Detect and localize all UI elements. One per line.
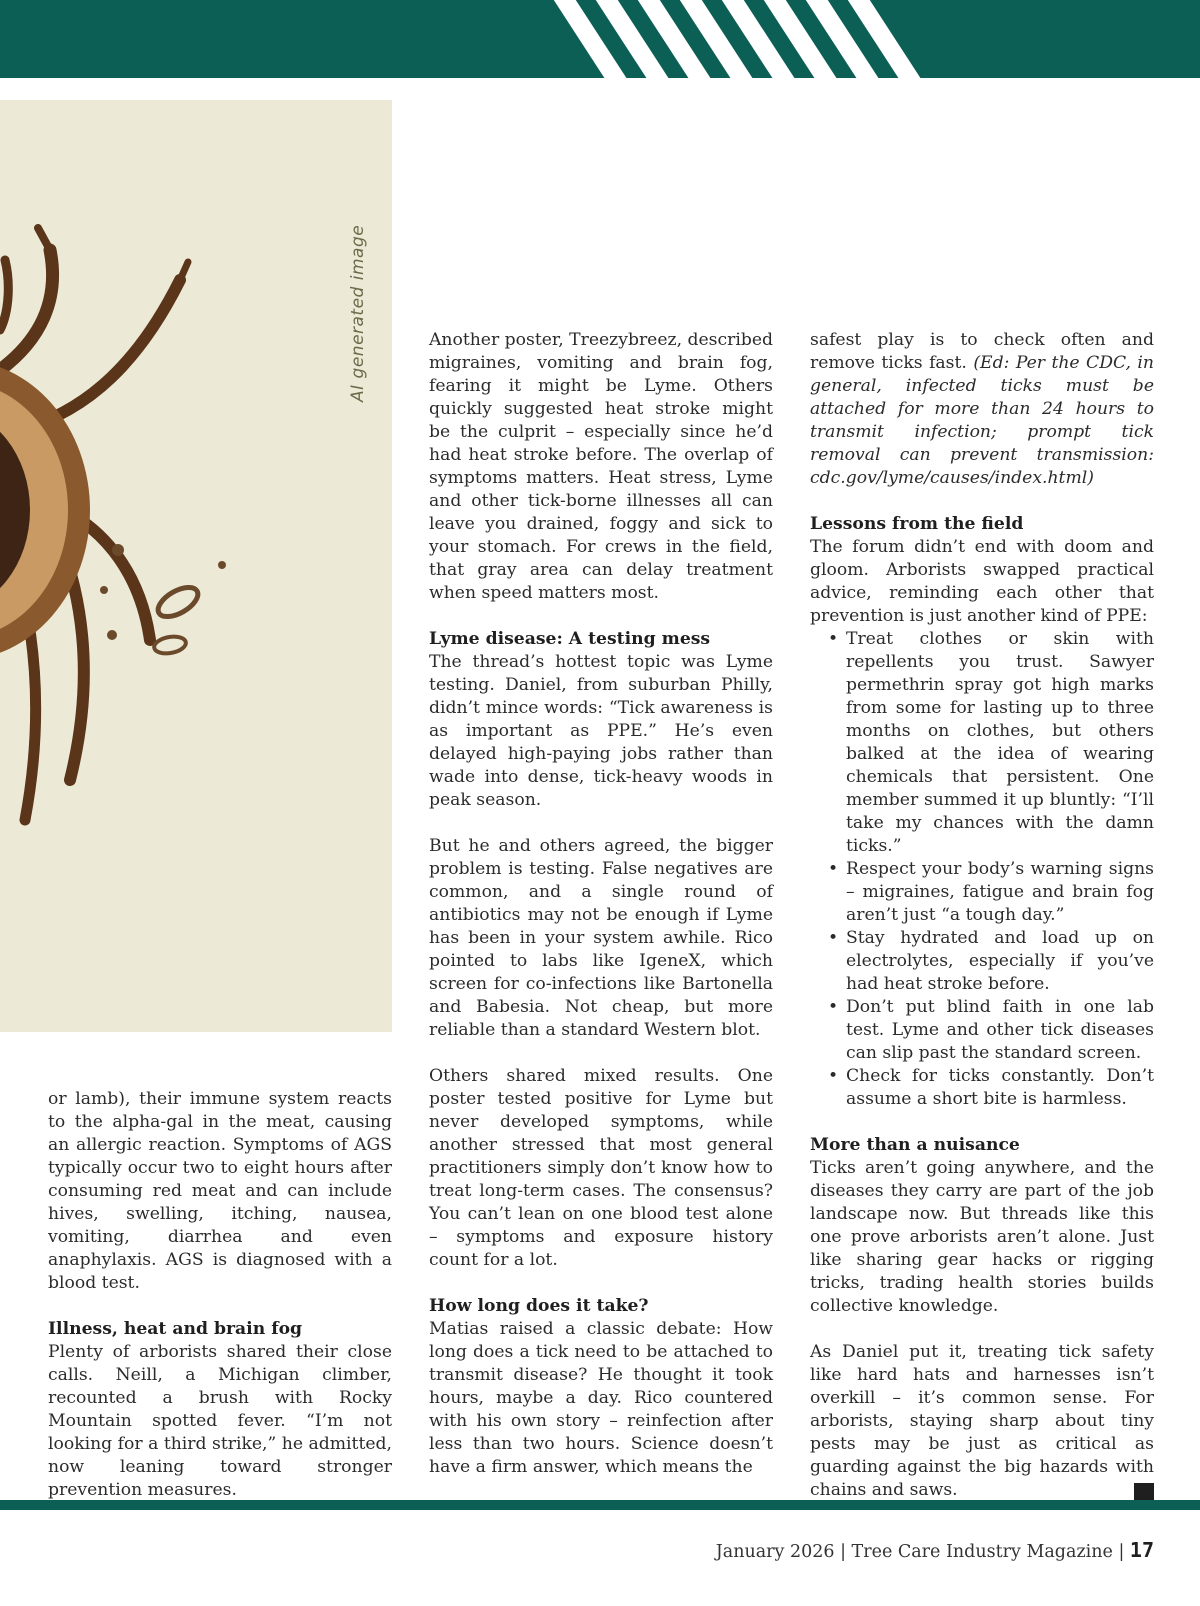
footer-text: January 2026 | Tree Care Industry Magazine | — [715, 1542, 1130, 1562]
section-heading: Illness, heat and brain fog — [48, 1319, 303, 1339]
paragraph: or lamb), their immune system reacts to the alpha-gal in the meat, causing an allergic reaction. Symptoms of AGS typically occur two to eight hours after consuming red meat and can include hives, swelling, itching, nausea, vomiting, diarrhea and even anaphylaxis. AGS is diagnosed with a blood test. — [48, 1089, 392, 1293]
tick-illustration — [0, 100, 392, 1032]
paragraph: But he and others agreed, the bigger problem is testing. False negatives are common, and a single round of antibiotics may not be enough if Lyme has been in your system awhile. Rico pointed to labs like IgeneX, which screen for co-infections like Bartonella and Babesia. Not cheap, but more reliable than a standard Western blot. — [429, 836, 773, 1040]
column-2 — [429, 329, 773, 1502]
section-heading: How long does it take? — [429, 1296, 649, 1316]
editor-note: (Ed: Per the CDC, in general, infected ticks must be attached for more than 24 hours to transmit infection; prompt tick removal can prevent transmission: cdc.gov/lyme/causes/index.html) — [810, 353, 1154, 488]
paragraph — [810, 329, 1154, 490]
column-3 — [810, 329, 1154, 1525]
list-item: • Don’t put blind faith in one lab test. Lyme and other tick diseases can slip past the standard screen. — [846, 996, 1154, 1065]
paragraph: Matias raised a classic debate: How long does a tick need to be attached to transmit disease? He thought it took hours, maybe a day. Rico countered with his own story – reinfection after less than two hours. Science doesn’t have a firm answer, which means the — [429, 1319, 773, 1477]
paragraph: The forum didn’t end with doom and gloom. Arborists swapped practical advice, reminding each other that prevention is just another kind of PPE: — [810, 537, 1154, 626]
paragraph: The thread’s hottest topic was Lyme testing. Daniel, from suburban Philly, didn’t mince words: “Tick awareness is as important as PPE.” He’s even delayed high-paying jobs rather than wade into dense, tick-heavy woods in peak season. — [429, 652, 773, 810]
paragraph: Another poster, Treezybreez, described migraines, vomiting and brain fog, fearing it might be Lyme. Others quickly suggested heat stroke might be the culprit – especially since he’d had heat stroke before. The overlap of symptoms matters. Heat stress, Lyme and other tick-borne illnesses all can leave you drained, foggy and sick to your stomach. For crews in the field, that gray area can delay treatment when speed matters most. — [429, 330, 774, 603]
paragraph-text: safest play is to check often and remove ticks fast. — [810, 330, 1154, 373]
column-1 — [48, 1088, 392, 1525]
list-item: • Check for ticks constantly. Don’t assume a short bite is harmless. — [846, 1065, 1154, 1111]
end-mark-icon — [1134, 1483, 1154, 1500]
list-item: • Respect your body’s warning signs – migraines, fatigue and brain fog aren’t just “a tough day.” — [846, 858, 1154, 927]
header-bar — [0, 0, 1200, 78]
list-item: • Stay hydrated and load up on electrolytes, especially if you’ve had heat stroke before. — [846, 927, 1154, 996]
section-heading: More than a nuisance — [810, 1135, 1020, 1155]
section-heading: Lyme disease: A testing mess — [429, 629, 711, 649]
paragraph: Ticks aren’t going anywhere, and the diseases they carry are part of the job landscape now. But threads like this one prove arborists aren’t alone. Just like sharing gear hacks or rigging tricks, trading health stories builds collective knowledge. — [810, 1158, 1154, 1316]
list-item: • Treat clothes or skin with repellents you trust. Sawyer permethrin spray got high marks from some for lasting up to three months on clothes, but others balked at the idea of wearing chemicals that persistent. One member summed it up bluntly: “I’ll take my chances with the damn ticks.” — [846, 628, 1154, 858]
paragraph: Others shared mixed results. One poster tested positive for Lyme but never developed symptoms, while another stressed that most general practitioners simply don’t know how to treat long-term cases. The consensus? You can’t lean on one blood test alone – symptoms and exposure history count for a lot. — [429, 1066, 773, 1270]
page-footer — [716, 1538, 1154, 1562]
paragraph: Plenty of arborists shared their close calls. Neill, a Michigan climber, recounted a brush with Rocky Mountain spotted fever. “I’m not looking for a third strike,” he admitted, now leaning toward stronger prevention measures. — [48, 1342, 392, 1500]
tips-list — [810, 628, 1154, 1111]
footer-rule — [0, 1500, 1200, 1510]
tick-illustration-icon — [0, 100, 392, 1032]
section-heading: Lessons from the field — [810, 514, 1024, 534]
image-caption: AI generated image — [348, 224, 368, 402]
page-number: 17 — [1129, 1538, 1154, 1562]
paragraph — [810, 1341, 1154, 1502]
paragraph-text: As Daniel put it, treating tick safety like hard hats and harnesses isn’t overkill – it’s common sense. For arborists, staying sharp about tiny pests may be just as critical as guarding against the big hazards with chains and saws. — [810, 1342, 1154, 1500]
